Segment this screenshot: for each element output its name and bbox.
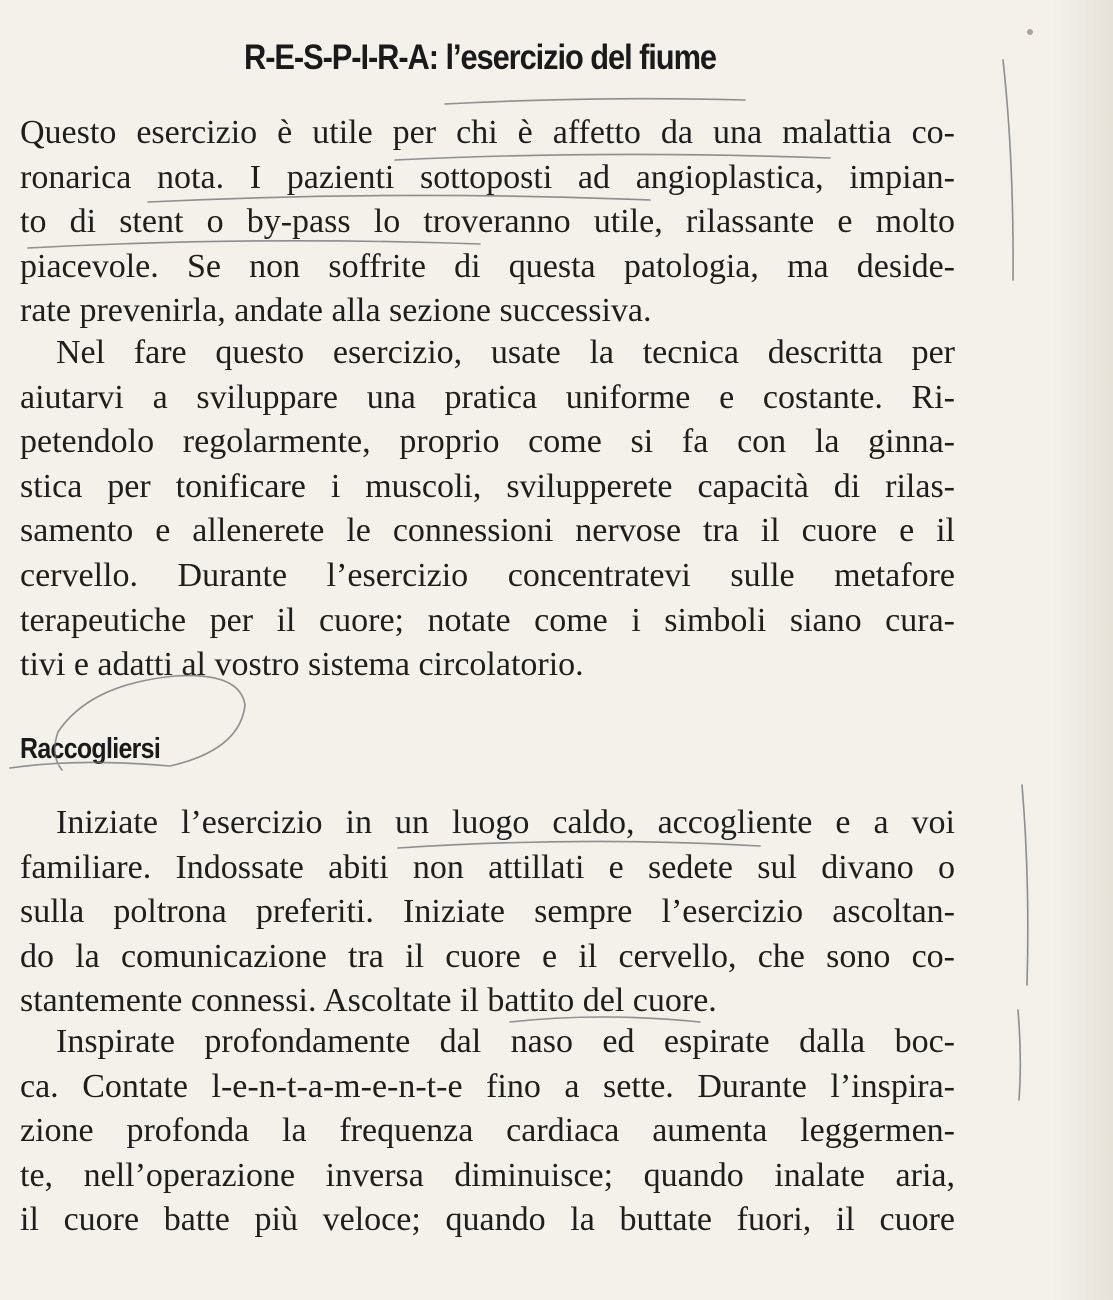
paragraph-setting <box>20 801 955 1024</box>
text-line: Inspirate profondamente dal naso ed espirate dalla boc- <box>56 1023 955 1060</box>
text-line: sulla poltrona preferiti. Iniziate sempre l’esercizio ascoltan- <box>20 893 955 931</box>
section-heading: Raccogliersi <box>20 733 161 765</box>
text-line: cervello. Durante l’esercizio concentratevi sulle metafore <box>20 556 955 594</box>
text-line: aiutarvi a sviluppare una pratica uniforme e costante. Ri- <box>20 378 955 416</box>
text-line: piacevole. Se non soffrite di questa patologia, ma deside- <box>20 247 955 285</box>
text-line: do la comunicazione tra il cuore e il cervello, che sono co- <box>20 937 955 975</box>
text-line: tivi e adatti al vostro sistema circolatorio. <box>20 646 584 684</box>
text-line: to di stent o by-pass lo troveranno utile, rilassante e molto <box>20 203 955 241</box>
text-line: stica per tonificare i muscoli, svilupperete capacità di rilas- <box>20 467 955 505</box>
page-edge-shadow <box>1053 0 1113 1300</box>
paragraph-technique <box>20 331 955 688</box>
pencil-margin-line-3 <box>1018 1010 1020 1100</box>
pencil-margin-line-2 <box>1022 785 1028 985</box>
page-title: R-E-S-P-I-R-A: l’esercizio del fiume <box>244 38 716 77</box>
text-line: ca. Contate l-e-n-t-a-m-e-n-t-e fino a sette. Durante l’inspira- <box>20 1067 955 1105</box>
text-line: samento e allenerete le connessioni nervose tra il cuore e il <box>20 512 955 550</box>
pencil-underline-title <box>445 99 745 104</box>
text-line: petendolo regolarmente, proprio come si fa con la ginna- <box>20 423 955 461</box>
text-line: Nel fare questo esercizio, usate la tecnica descritta per <box>56 334 955 371</box>
text-line: Questo esercizio è utile per chi è affetto da una malattia co- <box>20 114 955 151</box>
paragraph-intro <box>20 111 955 334</box>
text-line: familiare. Indossate abiti non attillati e sedete sul divano o <box>20 848 955 886</box>
paragraph-breathing <box>20 1020 955 1243</box>
text-line: te, nell’operazione inversa diminuisce; quando inalate aria, <box>20 1156 955 1194</box>
ink-speck <box>1027 29 1033 35</box>
text-line: stantemente connessi. Ascoltate il battito del cuore. <box>20 982 717 1020</box>
text-line: ronarica nota. I pazienti sottoposti ad angioplastica, impian- <box>20 158 955 196</box>
text-line: Iniziate l’esercizio in un luogo caldo, accogliente e a voi <box>56 804 955 841</box>
text-line: rate prevenirla, andate alla sezione successiva. <box>20 292 652 330</box>
text-line: terapeutiche per il cuore; notate come i simboli siano cura- <box>20 601 955 639</box>
text-line: il cuore batte più veloce; quando la buttate fuori, il cuore <box>20 1201 955 1239</box>
pencil-margin-line-1 <box>1003 60 1013 280</box>
text-line: zione profonda la frequenza cardiaca aumenta leggermen- <box>20 1112 955 1150</box>
